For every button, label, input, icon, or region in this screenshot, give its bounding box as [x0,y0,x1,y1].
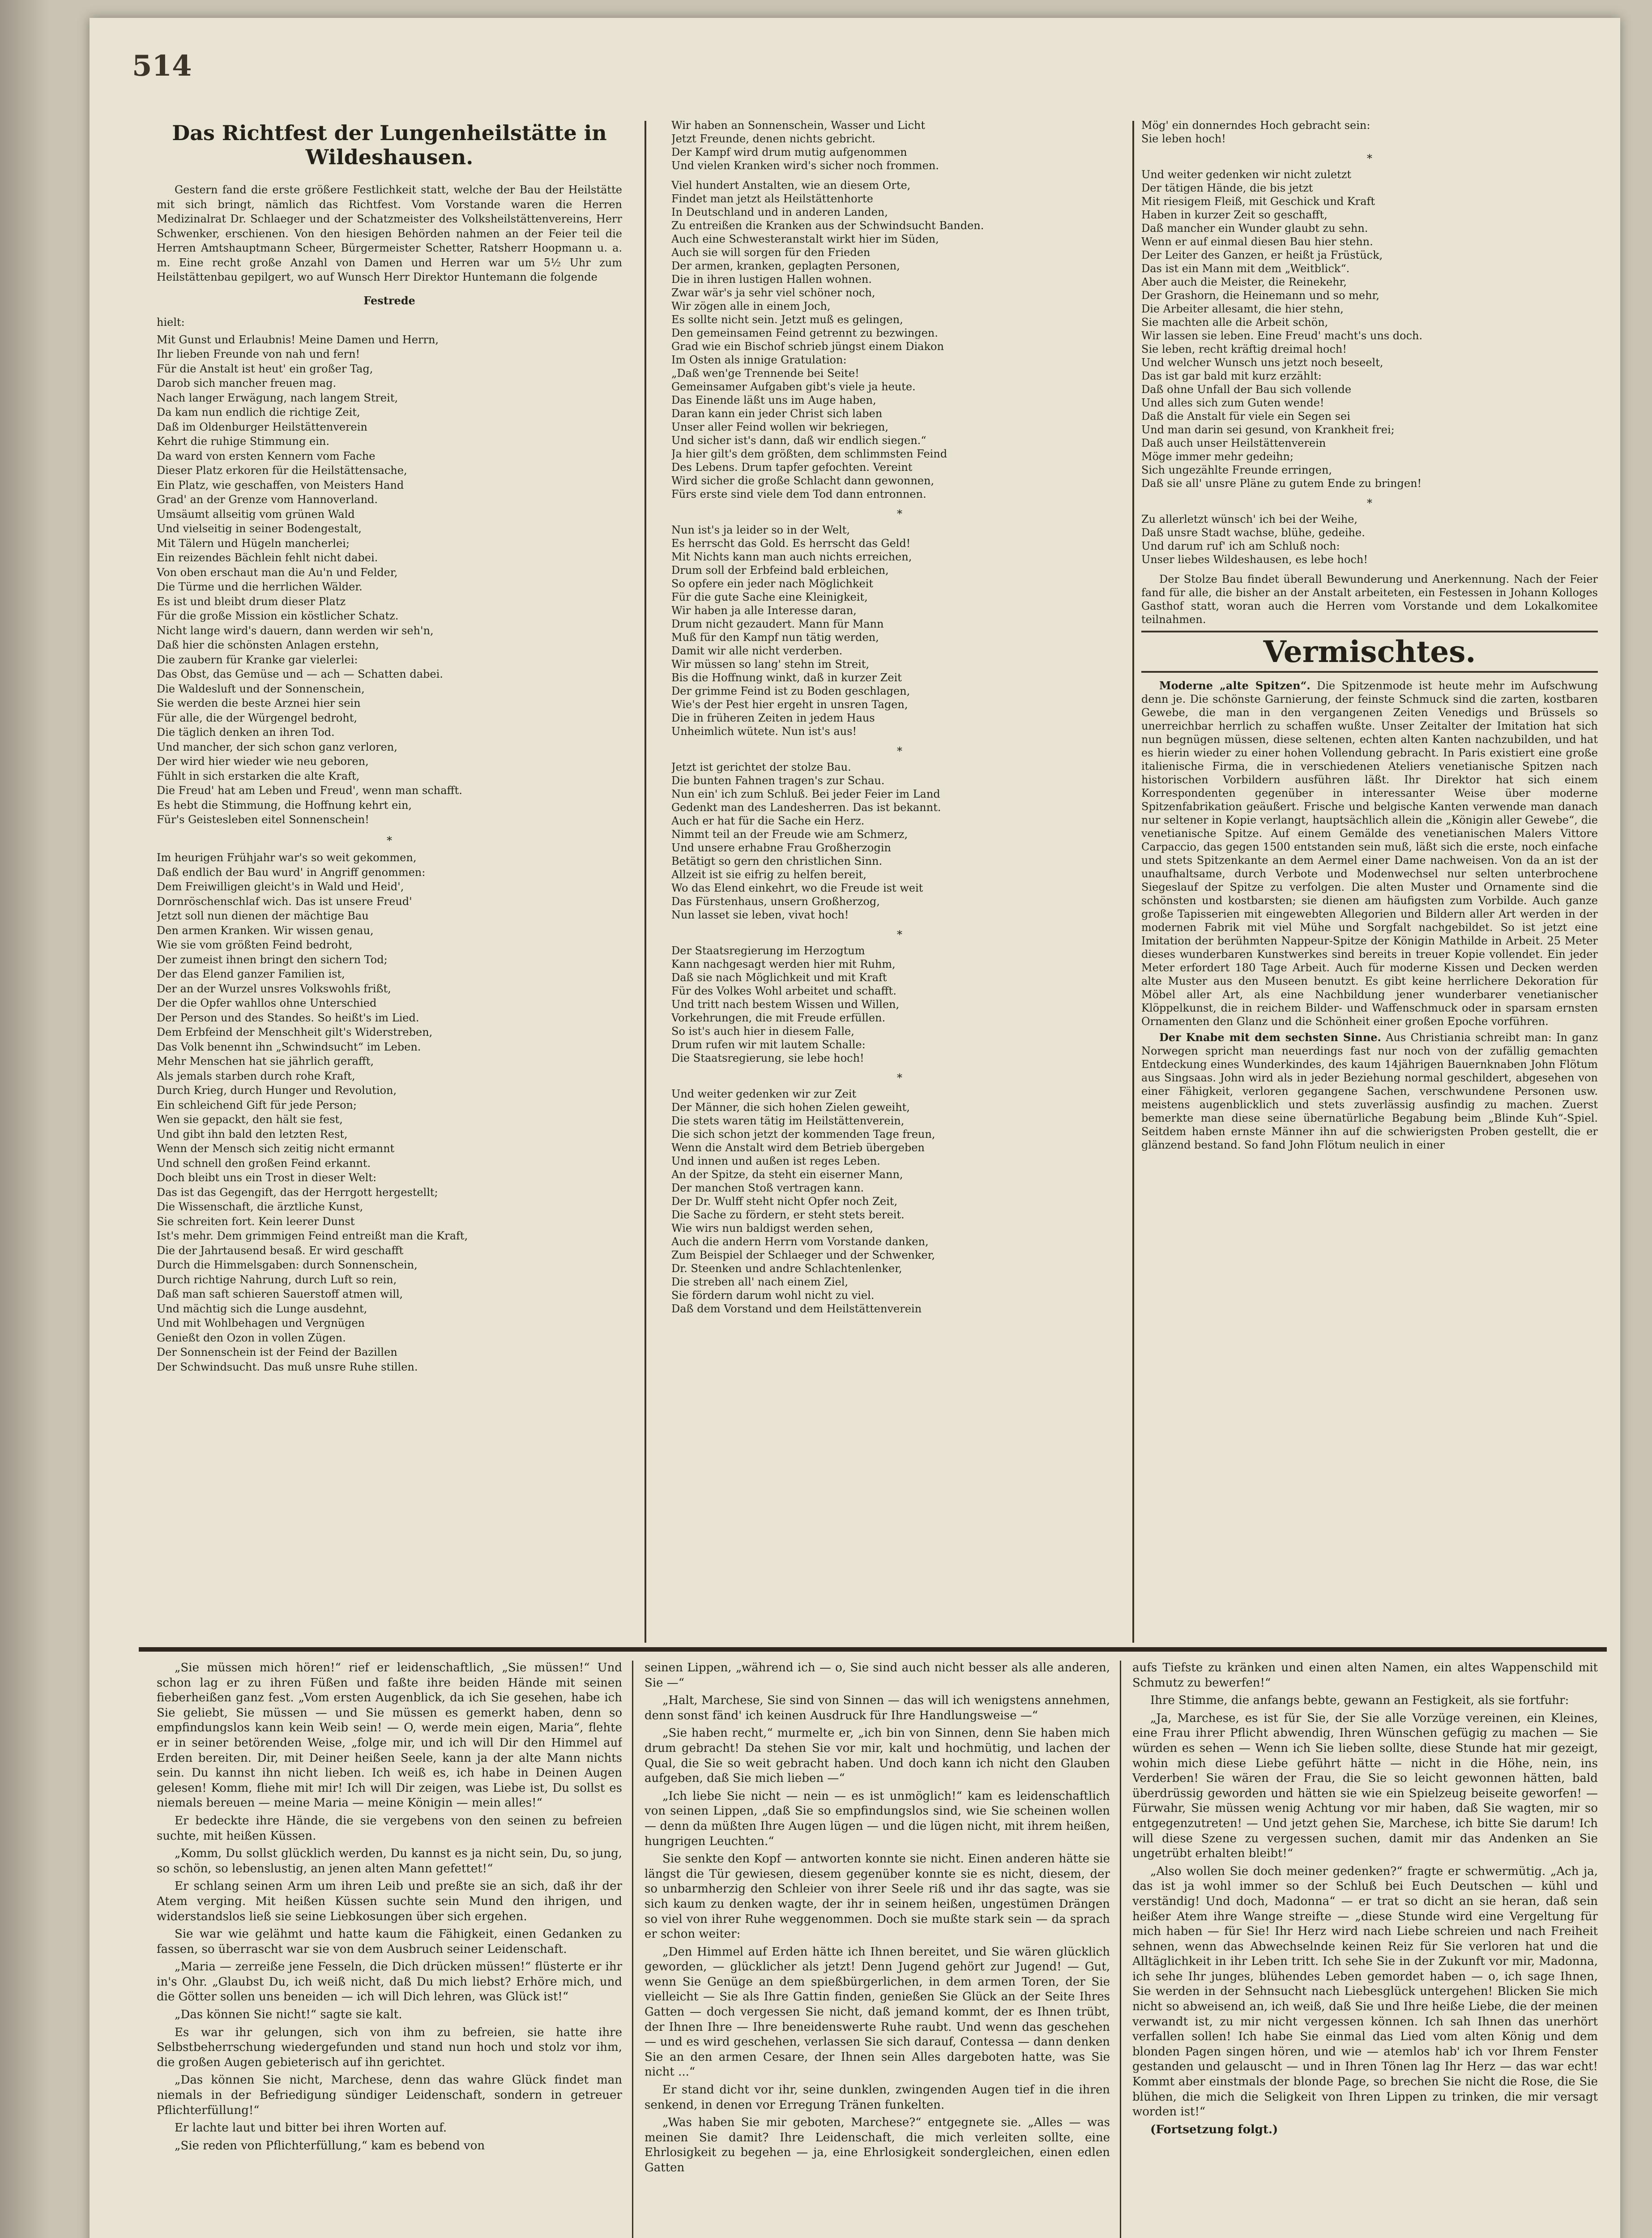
novel-paragraph: „Halt, Marchese, Sie sind von Sinnen — das will ich wenigstens annehmen, denn sonst fänd' ich keinen Ausdruck für Ihre Handlungsweise —“ [645,1694,1110,1722]
verse-stanza: Und weiter gedenken wir zur Zeit Der Männer, die sich hohen Zielen geweiht, Die stets waren tätig im Heilstättenverein, Die sich schon jetzt der kommenden Tage freun, Wenn die Anstalt wird dem Betrieb übergeben Und innen und außen ist reges Leben. An der Spitze, da steht ein eiserner Mann, Der manchen Stoß vertragen kann. Der Dr. Wulff steht nicht Opfer noch Zeit, Die Sache zu fördern, er steht stets bereit. Wie wirs nun baldigst werden sehen, Auch die andern Herrn vom Vorstande danken, Zum Beispiel der Schlaeger und der Schwenker, Dr. Steenken und andre Schlachtenlenker, Die streben all' nach einem Ziel, Sie fördern darum wohl nicht zu viel. Daß dem Vorstand und dem Heilstättenverein [671,1088,935,1315]
novel-paragraph: „Das können Sie nicht, Marchese, denn das wahre Glück findet man niemals in der Befriedigung sündiger Leidenschaft, sondern in getreuer Pflichterfüllung!“ [157,2073,622,2117]
star-separator: * [387,834,392,847]
verse-stanza: Und weiter gedenken wir nicht zuletzt Der tätigen Hände, die bis jetzt Mit riesigem Fleiß, mit Geschick und Kraft Haben in kurzer Zeit so geschafft, Daß mancher ein Wunder glaubt zu sehn. Wenn er auf einmal diesen Bau hier stehn. Der Leiter des Ganzen, er heißt ja Früstück, Das ist ein Mann mit dem „Weitblick“. Aber auch die Meister, die Reinekehr, Der Grashorn, die Heinemann und so mehr, Die Arbeiter allesamt, die hier stehn, Sie machten alle die Arbeit schön, Wir lassen sie leben. Eine Freud' macht's uns doch. Sie leben, recht kräftig dreimal hoch! Und welcher Wunsch uns jetzt noch beseelt, Das ist gar bald mit kurz erzählt: Daß ohne Unfall der Bau sich vollende Und alles sich zum Guten wende! Daß die Anstalt für viele ein Segen sei Und man darin sei gesund, von Krankheit frei; Daß auch unser Heilstättenverein Möge immer mehr gedeihn; Sich ungezählte Freunde erringen, Daß sie all' unsre Pläne zu gutem Ende zu bringen! [1141,168,1423,490]
star-separator: * [897,745,902,757]
novel-paragraph: Er schlang seinen Arm um ihren Leib und preßte sie an sich, daß ihr der Atem verging. Mit heißen Küssen suchte sein Mund den ihrigen, und widerstandslos ließ sie seine Liebkosungen über sich ergehen. [157,1879,622,1923]
news-item-title: Der Knabe mit dem sechsten Sinne. [1159,1031,1381,1044]
news-item-text: Die Spitzenmode ist heute mehr im Aufschwung denn je. Die schönste Garnierung, der feinste Schmuck sind die zarten, kostbaren Gewebe, die man in den vergangenen Zeiten Venedigs und Brüssels so unerreichbar herrlich zu schaffen wußte. Unser Zeitalter der Imitation hat sich nun begnügen müssen, diese seltenen, echten alten Kanten nachzubilden, und hat es hierin wieder zu einer hohen Vollendung gebracht. In Paris existiert eine große italienische Firma, die in verschiedenen Ateliers venetianische Spitzen nach historischen Vorbildern ausführen läßt. Ihr Direktor hat sich einem Korrespondenten gegenüber in interessanter Weise über moderne Spitzenfabrikation geäußert. Frische und belgische Kanten verwende man danach nur seltener in Kopie verlangt, hauptsächlich allein die „Königin aller Gewebe“, die venetianische Spitze. Auf einem Gemälde des venetianischen Malers Vittore Carpaccio, das gegen 1500 entstanden sein muß, läßt sich die erste, noch einfache und stets Spitzenkante an dem Aermel einer Dame nachweisen. Von da an ist der unaufhaltsame, durch Verbote und Modenwechsel nur selten unterbrochene Siegeslauf der Spitze zu verfolgen. Die alten Muster und Ornamente sind die schönsten und kostbarsten; sie dienen am häufigsten zum Vorbilde. Auch ganze große Tapisserien mit eingewebten Allegorien und Bildern aller Art werden in der modernen Fabrik mit viel Mühe und Sorgfalt nachgebildet. So ist jetzt eine Imitation der berühmten Nappeur-Spitze der Königin Mathilde in Arbeit. 25 Meter dieses wunderbaren Kunstwerkes sind bereits in treuer Kopie vollendet. Ein jeder Meter erfordert 180 Tage Arbeit. Auch für moderne Kissen und Decken werden alte Muster aus den Museen benutzt. Es gibt keine herrlichere Dekoration für Möbel aller Art, als eine Nachbildung jener wunderbarer venetianischer Klöppelkunst, die in reichem Bilder- und Waffenschmuck oder in sparsam ernsten Ornamenten den Glanz und die Schönheit einer großen Epoche vorführen. [1141,679,1598,1028]
novel-paragraph: Sie senkte den Kopf — antworten konnte sie nicht. Einen anderen hätte sie längst die Tür gewiesen, diesem gegenüber konnte sie es nicht, diesem, der so unbarmherzig den Schleier von ihrer Seele riß und ihr das sagte, was sie sich kaum zu denken wagte, der ihr in seinem heißen, ungestümen Drängen so viel von ihrer Ruhe weggenommen. Doch sie mußte stark sein — da sprach er schon weiter: [645,1852,1110,1941]
star-separator: * [897,508,902,520]
verse-stanza: Zu allerletzt wünsch' ich bei der Weihe, Daß unsre Stadt wachse, blühe, gedeihe. Und darum ruf' ich am Schluß noch: Unser liebes Wildeshausen, es lebe hoch! [1141,513,1368,566]
novel-paragraph: „Sie haben recht,“ murmelte er, „ich bin von Sinnen, denn Sie haben mich drum gebracht! Da stehen Sie vor mir, kalt und hochmütig, und lachen der Qual, die Sie so weit gebracht haben. Und doch kann ich nicht den Glauben aufgeben, daß Sie mich lieben —“ [645,1726,1110,1785]
novel-paragraph: „Also wollen Sie doch meiner gedenken?“ fragte er schwermütig. „Ach ja, das ist ja wohl immer so der Schluß bei Euch Deutschen — kühl und verständig! Und doch, Madonna“ — er trat so dicht an sie heran, daß sein heißer Atem ihre Wange streifte — „diese Stunde wird eine Vergeltung für mich haben — für Sie! Ihr Herz wird nach Liebe schreien und nach Freiheit sehnen, wenn das Abwechselnde keinen Reiz für Sie verloren hat und die Alltäglichkeit in ihr Leben tritt. Ich sehe Sie in der Zukunft vor mir, Madonna, ich sehe Ihr junges, blühendes Leben gemordet haben — o, ich sage Ihnen, Sie werden in der Sehnsucht nach Liebesglück untergehen! Blicken Sie mich nicht so abweisend an, ich weiß, daß Sie und Ihre heiße Liebe, die der meinen verwandt ist, zu mir nicht vergessen können. Ich sah Ihnen das unerhört verfallen sollen! Ich habe Sie einmal das Lied vom alten König und dem blonden Pagen singen hören, und wie — atemlos hab' ich vor Ihrem Fenster gestanden und gelauscht — und in Ihren Tönen lag Ihr Herz — das war echt! Kommt aber einstmals der blonde Page, so brechen Sie nicht die Rose, die Sie blühen, die mich die Seligkeit von Ihren Lippen zu trinken, die mir versagt worden ist!“ [1132,1864,1598,2119]
novel-column-3 [1132,1661,1598,2238]
news-item-text: Aus Christiania schreibt man: In ganz Norwegen spricht man neuerdings fast nur noch von der zufällig gemachten Entdeckung eines Wunderkindes, des kaum 14jährigen Bauernknaben John Flötum aus Singsaas. John wird als in jeder Beziehung normal geschildert, abgesehen von einer Fähigkeit, verloren gegangene Sachen, verschwundene Personen usw. meistens augenblicklich und stets zuverlässig ausfindig zu machen. Zuerst bemerkte man diese seine übernatürliche Begabung beim „Blinde Kuh“-Spiel. Seitdem haben ernste Männer ihn auf die schwierigsten Proben gestellt, die er glänzend bestand. So fand John Flötum neulich in einer [1141,1031,1598,1151]
hielt-label: hielt: [157,316,185,329]
article-closing: Der Stolze Bau findet überall Bewunderung und Anerkennung. Nach der Feier fand für alle, die bisher an der Anstalt arbeiteten, ein Festessen in Johann Kolloges Gasthof statt, woran auch die Herren vom Vorstande und dem Lokalkomitee teilnahmen. [1141,573,1598,626]
novel-paragraph: Es war ihr gelungen, sich von ihm zu befreien, sie hatte ihre Selbstbeherrschung wiedergefunden und stand nun hoch und stolz vor ihm, die großen Augen gebieterisch auf ihn gerichtet. [157,2025,622,2069]
verse-stanza: Viel hundert Anstalten, wie an diesem Orte, Findet man jetzt als Heilstättenhorte In Deutschland und in anderen Landen, Zu entreißen die Kranken aus der Schwindsucht Banden. Auch eine Schwesteranstalt wirkt hier im Süden, Auch sie will sorgen für den Frieden Der armen, kranken, geplagten Personen, Die in ihren lustigen Hallen wohnen. Zwar wär's ja sehr viel schöner noch, Wir zögen alle in einem Joch, Es sollte nicht sein. Jetzt muß es gelingen, Den gemeinsamen Feind getrennt zu bezwingen. Grad wie ein Bischof schrieb jüngst einem Diakon Im Osten als innige Gratulation: „Daß wen'ge Trennende bei Seite! Gemeinsamer Aufgaben gibt's viele ja heute. Das Einende läßt uns im Auge haben, Daran kann ein jeder Christ sich laben Unser aller Feind wollen wir bekriegen, Und sicher ist's dann, daß wir endlich siegen.“ Ja hier gilt's dem größten, dem schlimmsten Feind Des Lebens. Drum tapfer gefochten. Vereint Wird sicher die große Schlacht dann gewonnen, Fürs erste sind viele dem Tod dann entronnen. [671,179,984,500]
festrede-heading: Festrede [363,294,415,307]
novel-paragraph: „Was haben Sie mir geboten, Marchese?“ entgegnete sie. „Alles — was meinen Sie damit? Ihre Leidenschaft, die mich verleiten sollte, eine Ehrlosigkeit zu begehen — ja, eine Ehrlosigkeit sondergleichen, einen edlen Gatten [645,2116,1110,2174]
verse-stanza: Mög' ein donnerndes Hoch gebracht sein: Sie leben hoch! [1141,119,1370,145]
novel-paragraph: „Maria — zerreiße jene Fesseln, die Dich drücken müssen!“ flüsterte er ihr in's Ohr. „Glaubst Du, ich weiß nicht, daß Du mich liebst? Erhöre mich, und die Götter sollen uns beneiden — ich will Dich lehren, was Glück ist!“ [157,1960,622,2004]
news-item-title: Moderne „alte Spitzen“. [1159,679,1311,692]
novel-column-2 [645,1661,1110,2238]
column-divider [1120,1661,1121,2238]
novel-paragraph: Er lachte laut und bitter bei ihren Worten auf. [175,2121,447,2135]
vermischtes-heading: Vermischtes. [1141,631,1598,673]
verse-stanza: Jetzt ist gerichtet der stolze Bau. Die bunten Fahnen tragen's zur Schau. Nun ein' ich zum Schluß. Bei jeder Feier im Land Gedenkt man des Landesherren. Das ist bekannt. Auch er hat für die Sache ein Herz. Nimmt teil an der Freude wie am Schmerz, Und unsere erhabne Frau Großherzogin Betätigt so gern den christlichen Sinn. Allzeit ist sie eifrig zu helfen bereit, Wo das Elend einkehrt, wo die Freude ist weit Das Fürstenhaus, unsern Großherzog, Nun lasset sie leben, vivat hoch! [671,761,941,921]
novel-paragraph: „Das können Sie nicht!“ sagte sie kalt. [175,2008,402,2022]
column-divider [632,1661,633,2238]
novel-column-1 [157,1661,622,2238]
star-separator: * [1367,497,1372,509]
star-separator: * [1367,152,1372,165]
verse-stanza: Wir haben an Sonnenschein, Wasser und Licht Jetzt Freunde, denen nichts gebricht. Der Kampf wird drum mutig aufgenommen Und vielen Kranken wird's sicher noch frommen. [671,119,939,172]
continuation-note: (Fortsetzung folgt.) [1150,2123,1278,2136]
verse-stanza: Der Staatsregierung im Herzogtum Kann nachgesagt werden hier mit Ruhm, Daß sie nach Möglichkeit und mit Kraft Für des Volkes Wohl arbeitet und schafft. Und tritt nach bestem Wissen und Willen, Vorkehrungen, die mit Freude erfüllen. So ist's auch hier in diesem Falle, Drum rufen wir mit lautem Schalle: Die Staatsregierung, sie lebe hoch! [671,944,900,1064]
verse-stanza: Nun ist's ja leider so in der Welt, Es herrscht das Gold. Es herrscht das Geld! Mit Nichts kann man auch nichts erreichen, Drum soll der Erbfeind bald erbleichen, So opfere ein jeder nach Möglichkeit Für die gute Sache eine Kleinigkeit, Wir haben ja alle Interesse daran, Drum nicht gezaudert. Mann für Mann Muß für den Kampf nun tätig werden, Damit wir alle nicht verderben. Wir müssen so lang' stehn im Streit, Bis die Hoffnung winkt, daß in kurzer Zeit Der grimme Feind ist zu Boden geschlagen, Wie's der Pest hier ergeht in unsren Tagen, Die in früheren Zeiten in jedem Haus Unheimlich wütete. Nun ist's aus! [671,524,912,738]
book-binding-edge [0,0,49,2238]
novel-paragraph: „Ich liebe Sie nicht — nein — es ist unmöglich!“ kam es leidenschaftlich von seinen Lippen, „daß Sie so empfindungslos sind, wie Sie scheinen wollen — denn da müßten Ihre Augen lügen — und die lügen nicht, mit ihrem heißen, hungrigen Leuchten.“ [645,1789,1110,1848]
star-separator: * [897,928,902,941]
novel-paragraph: seinen Lippen, „während ich — o, Sie sind auch nicht besser als alle anderen, Sie —“ [645,1661,1110,1690]
verse-stanza: Im heurigen Frühjahr war's so weit gekommen, Daß endlich der Bau wurd' in Angriff genommen: Dem Freiwilligen gleicht's in Wald und Heid', Dornröschenschlaf wich. Das ist unsere Freud' Jetzt soll nun dienen der mächtige Bau Den armen Kranken. Wir wissen genau, Wie sie vom größten Feind bedroht, Der zumeist ihnen bringt den sichern Tod; Der das Elend ganzer Familien ist, Der an der Wurzel unsres Volkswohls frißt, Der die Opfer wahllos ohne Unterschied Der Person und des Standes. So heißt's im Lied. Dem Erbfeind der Menschheit gilt's Widerstreben, Das Volk benennt ihn „Schwindsucht“ im Leben. Mehr Menschen hat sie jährlich gerafft, Als jemals starben durch rohe Kraft, Durch Krieg, durch Hunger und Revolution, Ein schleichend Gift für jede Person; Wen sie gepackt, den hält sie fest, Und gibt ihn bald den letzten Rest, Wenn der Mensch sich zeitig nicht ermannt Und schnell den großen Feind erkannt. Doch bleibt uns ein Trost in dieser Welt: Das ist das Gegengift, das der Herrgott hergestellt; Die Wissenschaft, die ärztliche Kunst, Sie schreiten fort. Kein leerer Dunst Ist's mehr. Dem grimmigen Feind entreißt man die Kraft, Die der Jahrtausend besaß. Er wird geschafft Durch die Himmelsgaben: durch Sonnenschein, Durch richtige Nahrung, durch Luft so rein, Daß man saft schieren Sauerstoff atmen will, Und mächtig sich die Lunge ausdehnt, Und mit Wohlbehagen und Vergnügen Genießt den Ozon in vollen Zügen. Der Sonnenschein ist der Feind der Bazillen Der Schwindsucht. Das muß unsre Ruhe stillen. [157,851,468,1373]
star-separator: * [897,1072,902,1084]
novel-paragraph: „Sie reden von Pflichterfüllung,“ kam es bebend von [175,2139,485,2153]
novel-paragraph: „Komm, Du sollst glücklich werden, Du kannst es ja nicht sein, Du, so jung, so schön, so lebenslustig, an jenen alten Mann gefettet!“ [157,1847,622,1875]
novel-paragraph: Er stand dicht vor ihr, seine dunklen, zwingenden Augen tief in die ihren senkend, in denen vor Erregung Tränen funkelten. [645,2083,1110,2112]
article-intro: Gestern fand die erste größere Festlichkeit statt, welche der Bau der Heilstätte mit sich bringt, nämlich das Richtfest. Vom Vorstande waren die Herren Medizinalrat Dr. Schlaeger und der Schatzmeister des Volksheilstättenvereins, Herr Schwenker, erschienen. Von den hiesigen Behörden nahmen an der Feier teil die Herren Amtshauptmann Scheer, Bürgermeister Schetter, Ratsherr Hoopmann u. a. m. Eine recht große Anzahl von Damen und Herren war um 5½ Uhr zum Heilstättenbau gepilgert, wo auf Wunsch Herr Direktor Huntemann die folgende [157,184,622,283]
novel-paragraph: aufs Tiefste zu kränken und einen alten Namen, ein altes Wappenschild mit Schmutz zu bewerfen!“ [1132,1661,1598,1690]
novel-paragraph: „Den Himmel auf Erden hätte ich Ihnen bereitet, und Sie wären glücklich geworden, — glücklicher als jetzt! Denn Jugend gehört zur Jugend! — Gut, wenn Sie Genüge an dem spießbürgerlichen, in dem armen Toren, der Sie vielleicht — Sie als Ihre Gattin finden, genießen Sie Glück an der Seite Ihres Gatten — doch vergessen Sie nicht, daß jemand kommt, der es Ihnen trübt, der Ihnen Ihre — Ihre beneidenswerte Ruhe raubt. Und wenn das geschehen — und es wird geschehen, verlassen Sie sich darauf, Contessa — dann denken Sie an den armen Cesare, der Ihnen sein Alles dargeboten hatte, was Sie nicht ...“ [645,1945,1110,2079]
novel-paragraph: Ihre Stimme, die anfangs bebte, gewann an Festigkeit, als sie fortfuhr: [1150,1694,1569,1708]
novel-paragraph: Er bedeckte ihre Hände, die sie vergebens von den seinen zu befreien suchte, mit heißen Küssen. [157,1814,622,1843]
novel-paragraph: Sie war wie gelähmt und hatte kaum die Fähigkeit, einen Gedanken zu fassen, so überrascht war sie von dem Ausbruch seiner Leidenschaft. [157,1927,622,1956]
novel-paragraph: „Sie müssen mich hören!“ rief er leidenschaftlich, „Sie müssen!“ Und schon lag er zu ihren Füßen und faßte ihre beiden Hände mit seinen fieberheißen ganz fest. „Vom ersten Augenblick, da ich Sie gesehen, habe ich Sie geliebt, Sie müssen — und Sie müssen es gemerkt haben, denn so empfindungslos kann kein Weib sein! — O, werde mein eigen, Maria“, flehte er in seiner betörenden Weise, „folge mir, und ich will Dir den Himmel auf Erden bereiten. Dir, mit Deiner heißen Seele, kann ja der alte Mann nichts sein. Du kannst ihn nicht lieben. Ich weiß es, ich habe in Deinen Augen gelesen! Komm, fliehe mit mir! Ich will Dir zeigen, was Liebe ist, Du sollst es niemals bereuen — meine Maria — meine Königin — mein alles!“ [157,1661,622,1810]
feuilleton-section [90,18,1620,2238]
novel-paragraph: „Ja, Marchese, es ist für Sie, der Sie alle Vorzüge vereinen, ein Kleines, eine Frau ihrer Pflicht abwendig, Ihren Wünschen gefügig zu machen — Sie würden es sehen — Wenn ich Sie lieben sollte, diese Stunde hat mir gezeigt, wohin mich diese Liebe geführt hätte — nicht in die Höhe, nein, ins Verderben! Sie wären der Frau, die Sie so leicht gewonnen hätten, bald überdrüssig geworden und hätten sie wie ein Spielzeug beiseite geworfen! — Fürwahr, Sie müssen wenig Achtung vor mir haben, daß Sie wagten, mir so entgegenzutreten! — Und jetzt gehen Sie, Marchese, ich bitte Sie darum! Ich will diese Szene zu vergessen suchen, damit mir das Andenken an Sie ungetrübt erhalten bleibt!“ [1132,1711,1598,1861]
article-title: Das Richtfest der Lungenheilstätte in Wildeshausen. [172,121,607,169]
verse-stanza: Mit Gunst und Erlaubnis! Meine Damen und Herrn, Ihr lieben Freunde von nah und fern! Für die Anstalt ist heut' ein großer Tag, Darob sich mancher freuen mag. Nach langer Erwägung, nach langem Streit, Da kam nun endlich die richtige Zeit, Daß im Oldenburger Heilstättenverein Kehrt die ruhige Stimmung ein. Da ward von ersten Kennern vom Fache Dieser Platz erkoren für die Heilstättensache, Ein Platz, wie geschaffen, von Meisters Hand Grad' an der Grenze vom Hannoverland. Umsäumt allseitig vom grünen Wald Und vielseitig in seiner Bodengestalt, Mit Tälern und Hügeln mancherlei; Ein reizendes Bächlein fehlt nicht dabei. Von oben erschaut man die Au'n und Felder, Die Türme und die herrlichen Wälder. Es ist und bleibt drum dieser Platz Für die große Mission ein köstlicher Schatz. Nicht lange wird's dauern, dann werden wir seh'n, Daß hier die schönsten Anlagen erstehn, Die zaubern für Kranke gar vielerlei: Das Obst, das Gemüse und — ach — Schatten dabei. Die Waldesluft und der Sonnenschein, Sie werden die beste Arznei hier sein Für alle, die der Würgengel bedroht, Die täglich denken an ihren Tod. Und mancher, der sich schon ganz verloren, Der wird hier wieder wie neu geboren, Fühlt in sich erstarken die alte Kraft, Die Freud' hat am Leben und Freud', wenn man schafft. Es hebt die Stimmung, die Hoffnung kehrt ein, Für's Geistesleben eitel Sonnenschein! [157,333,462,826]
page-number: 514 [132,49,192,83]
